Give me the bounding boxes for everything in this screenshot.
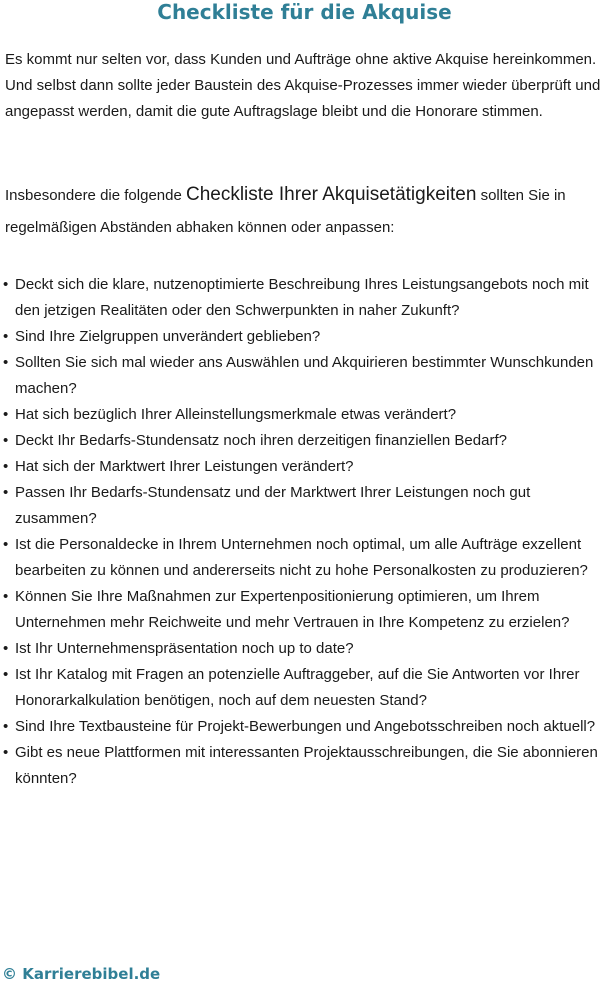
- checklist-item-text: Gibt es neue Plattformen mit interessanten Projektausschreibungen, die Sie abonnieren könnten?: [15, 744, 598, 787]
- bullet-icon: •: [3, 432, 9, 449]
- checklist-item-text: Können Sie Ihre Maßnahmen zur Expertenpositionierung optimieren, um Ihrem Unternehmen mehr Reichweite und mehr Vertrauen in Ihre Kompetenz zu erzielen?: [15, 588, 570, 631]
- lead-paragraph: [5, 179, 607, 244]
- checklist-item: [0, 532, 609, 584]
- copyright-footer: © Karrierebibel.de: [2, 965, 161, 983]
- bullet-icon: •: [3, 354, 9, 371]
- checklist-item-text: Sind Ihre Zielgruppen unverändert geblieben?: [15, 328, 321, 345]
- checklist-item-text: Sollten Sie sich mal wieder ans Auswählen und Akquirieren bestimmter Wunschkunden machen?: [15, 354, 594, 397]
- checklist-item-text: Deckt sich die klare, nutzenoptimierte Beschreibung Ihres Leistungsangebots noch mit den jetzigen Realitäten oder den Schwerpunkten in naher Zukunft?: [15, 276, 589, 319]
- checklist-item: [0, 428, 609, 454]
- page-title: Checkliste für die Akquise: [157, 0, 452, 24]
- checklist-item: [0, 324, 609, 350]
- checklist-item-text: Hat sich bezüglich Ihrer Alleinstellungsmerkmale etwas verändert?: [15, 406, 457, 423]
- bullet-icon: •: [3, 744, 9, 761]
- checklist-item: [0, 480, 609, 532]
- bullet-icon: •: [3, 484, 9, 501]
- bullet-icon: •: [3, 328, 9, 345]
- lead-text-before: Insbesondere die folgende: [5, 187, 186, 204]
- intro-paragraph: Es kommt nur selten vor, dass Kunden und Aufträge ohne aktive Akquise hereinkommen. Und selbst dann sollte jeder Baustein des Akquise-Prozesses immer wieder überprüft und angepasst werden, damit die gute Auftragslage bleibt und die Honorare stimmen.: [5, 51, 601, 120]
- checklist-item-text: Passen Ihr Bedarfs-Stundensatz und der Marktwert Ihrer Leistungen noch gut zusammen?: [15, 484, 531, 527]
- checklist-item: [0, 662, 609, 714]
- checklist-item-text: Sind Ihre Textbausteine für Projekt-Bewerbungen und Angebotsschreiben noch aktuell?: [15, 718, 596, 735]
- checklist: [0, 272, 609, 792]
- checklist-item-text: Deckt Ihr Bedarfs-Stundensatz noch ihren derzeitigen finanziellen Bedarf?: [15, 432, 507, 449]
- bullet-icon: •: [3, 718, 9, 735]
- checklist-item: [0, 272, 609, 324]
- checklist-item: [0, 584, 609, 636]
- checklist-item: [0, 402, 609, 428]
- checklist-item: [0, 350, 609, 402]
- checklist-item-text: Ist die Personaldecke in Ihrem Unternehmen noch optimal, um alle Aufträge exzellent bearbeiten zu können und andererseits nicht zu hohe Personalkosten zu produzieren?: [15, 536, 588, 579]
- bullet-icon: •: [3, 640, 9, 657]
- bullet-icon: •: [3, 666, 9, 683]
- lead-text-after: sollten Sie in regelmäßigen Abständen abhaken können oder anpassen:: [5, 187, 566, 236]
- checklist-item: [0, 740, 609, 792]
- bullet-icon: •: [3, 276, 9, 293]
- bullet-icon: •: [3, 536, 9, 553]
- checklist-heading-emphasis: Checkliste Ihrer Akquisetätigkeiten: [185, 184, 477, 205]
- checklist-item-text: Ist Ihr Katalog mit Fragen an potenzielle Auftraggeber, auf die Sie Antworten vor Ihrer Honorarkalkulation benötigen, noch auf dem neuesten Stand?: [15, 666, 580, 709]
- checklist-item-text: Ist Ihr Unternehmenspräsentation noch up to date?: [15, 640, 354, 657]
- checklist-item: [0, 636, 609, 662]
- checklist-item-text: Hat sich der Marktwert Ihrer Leistungen verändert?: [15, 458, 354, 475]
- checklist-item: [0, 714, 609, 740]
- bullet-icon: •: [3, 406, 9, 423]
- checklist-item: [0, 454, 609, 480]
- bullet-icon: •: [3, 458, 9, 475]
- bullet-icon: •: [3, 588, 9, 605]
